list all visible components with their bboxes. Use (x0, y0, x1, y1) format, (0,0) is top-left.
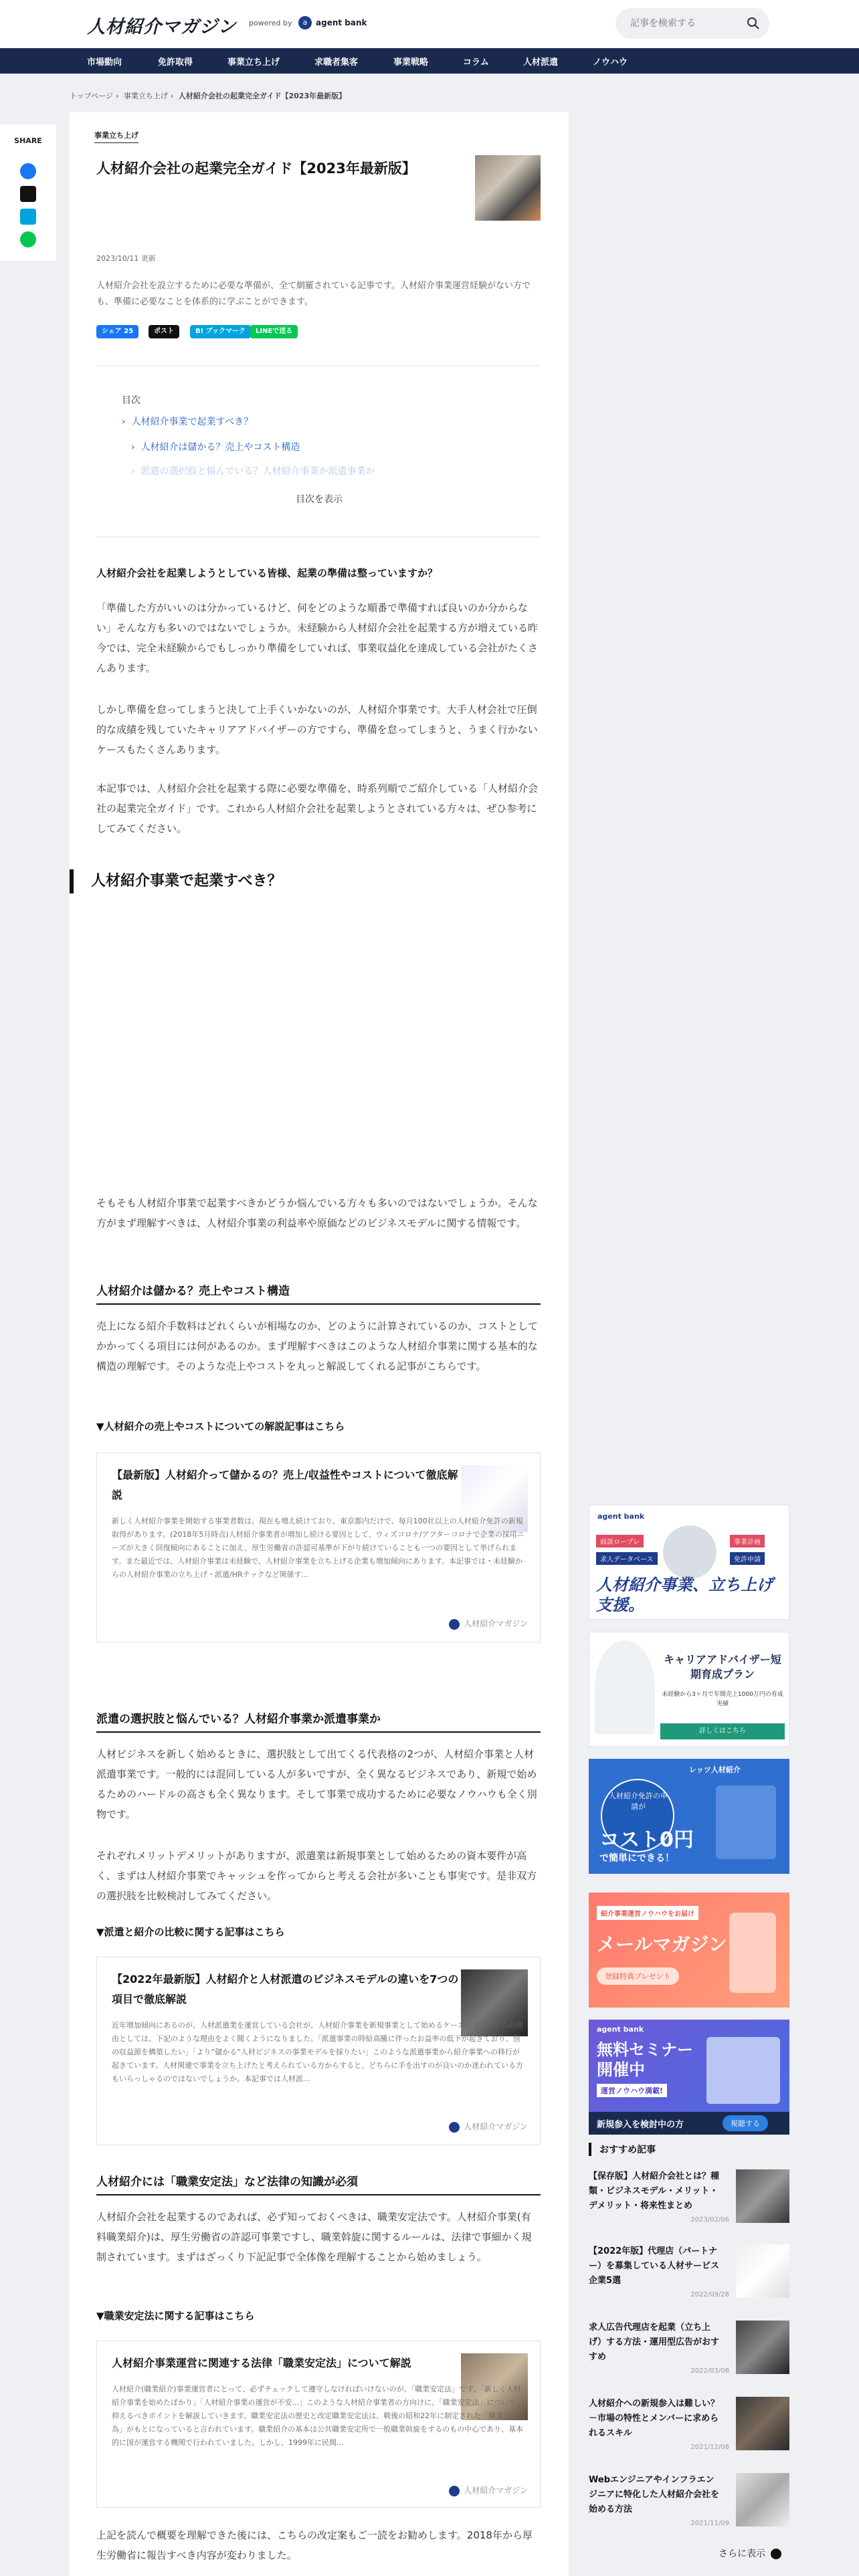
section-paragraph: 人材ビジネスを新しく始めるときに、選択肢として出てくる代表格の2つが、人材紹介事業と人材派遣事業です。一般的には混同している人が多いですが、全く異なるビジネスであり、新規で始めるためのハードルの高さも全く異なります。そして事業で成功するために必要なノウハウも全く別物です。 (96, 1748, 537, 1820)
agent-bank-brand[interactable]: agent bank (316, 18, 367, 27)
card-title[interactable]: 人材紹介事業運営に関連する法律「職業安定法」について解説 (112, 2357, 411, 2369)
intro-paragraph: しかし準備を怠ってしまうと決して上手くいかないのが、人材紹介事業です。大手人材会社で圧倒的な成績を残していたキャリアアドバイザーの方ですら、準備を怠ってしまうと、うまく行かないケースもたくさんあります。 (96, 704, 538, 756)
card-excerpt: 新しく人材紹介事業を開始する事業者数は、現在も増え続けており、東京都内だけで、毎月100社以上の人材紹介免許の新規取得があります。(2018年5月時点)人材紹介事業者が増加し続ける要因として、ウィズコロナ/アフターコロナで企業の採用ニーズが大きく回復傾向にあることに加え、厚生労働省の許認可基準が下がり続けていることも一つの要因として挙げられます。また最近では、人材紹介事業は未経験で、人材紹介事業を立ち上げる企業も増加傾向にあります。本記事では・未経験からの人材紹介事業の立ち上げ・派遣/HRテックなど関係す... (112, 1517, 524, 1579)
toc-top-divider (96, 365, 541, 366)
breadcrumb-category[interactable]: 事業立ち上げ (123, 92, 168, 100)
magazine-icon (449, 2122, 460, 2133)
site-logo[interactable]: 人材紹介マガジン (87, 17, 237, 37)
banner-headline: メールマガジン (597, 1933, 727, 1955)
related-article-card[interactable] (96, 1453, 541, 1642)
breadcrumb: トップページ › 事業立ち上げ › 人材紹介会社の起業完全ガイド【2023年最新版】 (70, 92, 347, 100)
banner-tag: 免許申請 (730, 1552, 765, 1565)
header (0, 0, 859, 48)
illustration (706, 2037, 780, 2104)
illustration (729, 1913, 776, 1993)
facebook-share-button[interactable]: シェア 25 (96, 325, 138, 338)
search-input[interactable] (630, 16, 737, 31)
banner-cta[interactable]: 視聴する (723, 2115, 768, 2131)
recommend-title[interactable]: 【保存版】人材紹介会社とは？種類・ビジネスモデル・メリット・デメリット・将来性まとめ (589, 2171, 720, 2211)
line-icon[interactable] (20, 231, 36, 247)
banner-brand: agent bank (597, 1512, 645, 1521)
line-share-button[interactable]: LINEで送る (250, 325, 298, 338)
subsection-heading: 派遣の選択肢と悩んでいる？人材紹介事業か派遣事業か (96, 1709, 541, 1733)
magazine-icon (449, 1619, 460, 1630)
nav-item-candidate[interactable]: 求職者集客 (314, 58, 359, 68)
hatena-icon[interactable] (20, 209, 36, 225)
banner-mail-magazine[interactable] (589, 1893, 789, 2008)
nav-item-knowhow[interactable]: ノウハウ (593, 58, 628, 68)
toc-item[interactable]: › 人材紹介は儲かる？売上やコスト構造 (131, 442, 300, 453)
breadcrumb-top[interactable]: トップページ (70, 92, 114, 100)
recommend-item[interactable] (589, 2473, 789, 2535)
recommend-item[interactable] (589, 2397, 789, 2458)
recommend-title[interactable]: Webエンジニアやインフラエンジニアに特化した人材紹介会社を始める方法 (589, 2475, 720, 2514)
recommend-title[interactable]: 人材紹介への新規参入は難しい？－市場の特性とメンバーに求められるスキル (589, 2399, 720, 2438)
recommend-thumbnail[interactable] (736, 2321, 789, 2374)
facebook-icon[interactable] (20, 163, 36, 179)
nav-item-dispatch[interactable]: 人材派遣 (523, 58, 559, 68)
article-title: 人材紹介会社の起業完全ガイド【2023年最新版】 (96, 160, 416, 177)
section-paragraph: 売上になる紹介手数料はどれくらいが相場なのか、どのように計算されているのか、コストとしてかかってくる項目には何があるのか。まず理解すべきはこのような人材紹介事業に関する基本的な構造の理解です。そのような売上やコストを丸っと解説してくれる記事がこちらです。 (96, 1320, 539, 1372)
recommend-date: 2023/02/06 (690, 2216, 729, 2224)
x-post-button[interactable]: ポスト (149, 325, 179, 338)
banner-headline: キャリアアドバイザー短期育成プラン (664, 1653, 781, 1681)
banner-tag: 紹介事業運営ノウハウをお届け (597, 1906, 698, 1920)
global-nav (0, 48, 859, 74)
banner-tag: 求人データベース (596, 1552, 658, 1565)
article-category[interactable]: 事業立ち上げ (94, 130, 138, 143)
x-icon[interactable] (20, 186, 36, 202)
banner-brand: agent bank (597, 2025, 644, 2034)
recommend-thumbnail[interactable] (736, 2397, 789, 2450)
section-paragraph: 上記を読んで概要を理解できた後には、こちらの改定案もご一読をお勧めします。2018年から厚生労働省に報告すべき内容が変わりました。 (96, 2529, 533, 2561)
share-title: SHARE (14, 136, 42, 145)
banner-headline: 人材紹介事業、立ち上げ支援。 (596, 1576, 773, 1614)
article-lead: 人材紹介会社を設立するために必要な準備が、全て網羅されている記事です。人材紹介事業運営経験がない方でも、準備に必要なことを体系的に学ぶことができます。 (96, 281, 531, 307)
card-source: 人材紹介マガジン (449, 2121, 528, 2133)
breadcrumb-current: 人材紹介会社の起業完全ガイド【2023年最新版】 (178, 92, 347, 100)
banner-sub: 未経験から3ヶ月で年間売上1000万円の育成実績 (662, 1691, 783, 1707)
person-photo (595, 1640, 655, 1734)
card-excerpt: 人材紹介(職業紹介)事業運営者にとって、必ずチェックして遵守しなければいけないのが、「職業安定法」です。「新しく人材紹介事業を始めたばかり」「人材紹介事業の運営が不安...」このような人材紹介事業者の方向けに、「職業安定法」について、抑えるべきポイントを解説していきます。職業安定法の歴史と改定職業安定法は、戦後の昭和22年に制定された「職業安定行為」がもとになっていると言われています。職業紹介の基本は公共職業安定所で一般職業斡旋をするのもの中心であり、基本的に国が運営する機関で行われていました。しかし、1999年に民間... (112, 2385, 526, 2447)
related-article-card[interactable] (96, 2341, 541, 2508)
arrow-right-icon (771, 2549, 781, 2559)
banner-cta[interactable]: 詳しくはこちら (660, 1723, 785, 1739)
more-link[interactable]: さらに表示 (719, 2547, 781, 2560)
banner-license-zero-cost[interactable] (589, 1759, 789, 1874)
recommend-item[interactable] (589, 2321, 789, 2382)
section-paragraph: そもそも人材紹介事業で起業すべきかどうか悩んでいる方々も多いのではないでしょうか。そんな方がまず理解すべきは、人材紹介事業の利益率や原価などのビジネスモデルに関する情報です。 (96, 1197, 538, 1229)
banner-free-seminar[interactable] (589, 2020, 789, 2135)
recommend-title[interactable]: 求人広告代理店を起業（立ち上げ）する方法・運用型広告がおすすめ (589, 2323, 720, 2362)
banner-launch-support[interactable] (589, 1505, 789, 1620)
banner-tag: 面談ロープレ (596, 1535, 644, 1547)
toc-expand-button[interactable]: 目次を表示 (296, 494, 343, 505)
nav-item-market[interactable]: 市場動向 (87, 58, 122, 68)
banner-tag: 事業計画 (730, 1535, 765, 1547)
recommend-date: 2022/03/08 (690, 2367, 729, 2375)
section-paragraph: 人材紹介会社を起業するのであれば、必ず知っておくべきは、職業安定法です。人材紹介事業(有料職業紹介)は、厚生労働省の許認可事業ですし、職業斡旋に関するルールは、法律で事細かく規制されています。まずはざっくり下記記事で全体像を理解することから始めましょう。 (96, 2211, 532, 2263)
banner-headline: 無料セミナー開催中 (597, 2040, 693, 2079)
related-label: ▼職業安定法に関する記事はこちら (96, 2310, 255, 2322)
banner-advisor-training[interactable] (589, 1632, 789, 1747)
toc-bottom-divider (96, 536, 541, 538)
related-article-card[interactable] (96, 1957, 541, 2145)
section-paragraph: それぞれメリットデメリットがありますが、派遣業は新規事業として始めるための資本要件が高く、まずは人材紹介事業でキャッシュを作ってからと考える会社が多いことも事実です。是非双方の選択肢を比較検討してみてください。 (96, 1850, 537, 1902)
related-label: ▼人材紹介の売上やコストについての解説記事はこちら (96, 1420, 345, 1432)
subsection-heading: 人材紹介には「職業安定法」など法律の知識が必須 (96, 2172, 541, 2195)
person-photo (663, 1525, 717, 1579)
agent-bank-logo-icon: a (298, 16, 312, 29)
toc-item[interactable]: › 人材紹介事業で起業すべき？ (122, 417, 254, 427)
recommend-heading: おすすめ記事 (589, 2143, 789, 2156)
recommend-date: 2021/12/08 (690, 2444, 729, 2451)
powered-by-label: powered by (249, 19, 292, 27)
recommend-thumbnail[interactable] (736, 2244, 789, 2298)
recommend-thumbnail[interactable] (736, 2473, 789, 2527)
nav-item-column[interactable]: コラム (463, 58, 489, 68)
recommend-date: 2022/09/28 (690, 2291, 729, 2298)
card-title[interactable]: 【最新版】人材紹介って儲かるの？売上/収益性やコストについて徹底解説 (112, 1469, 458, 1501)
banner-big: コスト0円 (599, 1828, 694, 1852)
banner-tail: で簡単にできる！ (599, 1853, 674, 1864)
hatena-bookmark-button[interactable]: B! ブックマーク (190, 325, 251, 338)
article-thumbnail (475, 155, 541, 221)
intro-question: 人材紹介会社を起業しようとしている皆様、起業の準備は整っていますか？ (96, 567, 438, 579)
magazine-icon (449, 2486, 460, 2496)
section-heading: 人材紹介事業で起業すべき？ (70, 869, 569, 893)
nav-item-license[interactable]: 免許取得 (158, 58, 193, 68)
related-label: ▼派遣と紹介の比較に関する記事はこちら (96, 1926, 285, 1938)
recommend-title[interactable]: 【2022年版】代理店（パートナー）を募集している人材サービス企業5選 (589, 2246, 720, 2286)
card-excerpt: 近年增加傾向にあるのが、人材派遣業を運営している会社が、人材紹介事業を新規事業として始めるケースです。こちらの理由としては、下記のような理由をよく聞くようになりました。「派遣事業の時給高騰に伴ったお益率の低下が起きており、別の収益源を構築したい」「より”儲かる”人材ビジネスの事業モデルを採りたい」このような派遣事業から紹介事業への移行が起きています。人材関連で事業を立ち上げたと考えられている方からすると、どちらに手を出すのが良いのか迷われている方もいらっしゃるのではないでしょうか。本記事では人材派... (112, 2021, 524, 2083)
card-source: 人材紹介マガジン (449, 1618, 528, 1630)
illustration (716, 1786, 776, 1859)
recommend-item[interactable] (589, 2169, 789, 2231)
card-title[interactable]: 【2022年最新版】人材紹介と人材派遣のビジネスモデルの違いを7つの項目で徹底解説 (112, 1973, 459, 2006)
intro-paragraph: 「準備した方がいいのは分かっているけど、何をどのような順番で準備すれば良いのか分からない」そんな方も多いのではないでしょうか。未経験から人材紹介会社を起業する方が増えている昨今では、完全未経験からでもしっかり準備をしていれば、事業収益化を達成している会社がたくさんあります。 (96, 602, 539, 674)
banner-cta[interactable]: 登録特典プレゼント (597, 1967, 679, 1985)
subsection-heading: 人材紹介は儲かる？売上やコスト構造 (96, 1281, 541, 1305)
article-date: 2023/10/11 更新 (96, 254, 156, 263)
nav-item-launch[interactable]: 事業立ち上げ (227, 58, 280, 68)
banner-sub: 運営ノウハウ満載! (597, 2084, 667, 2097)
banner-foot: 新規参入を検討中の方 (597, 2120, 684, 2130)
toc-title: 目次 (122, 395, 140, 406)
banner-brand: レッツ人材紹介 (689, 1765, 741, 1774)
recommend-item[interactable] (589, 2244, 789, 2306)
share-sidebar (0, 124, 56, 261)
nav-item-strategy[interactable]: 事業戦略 (393, 58, 429, 68)
intro-paragraph: 本記事では、人材紹介会社を起業する際に必要な準備を、時系列順でご紹介している「人材紹介会社の起業完全ガイド」です。これから人材紹介会社を起業しようとされている方々は、ぜひ参考にしてみてください。 (96, 782, 539, 835)
search-box (615, 8, 769, 39)
card-source: 人材紹介マガジン (449, 2484, 528, 2496)
recommend-thumbnail[interactable] (736, 2169, 789, 2223)
banner-headline: 人材紹介免許の申請が (609, 1792, 668, 1811)
search-icon[interactable] (747, 17, 760, 30)
recommend-date: 2021/11/09 (690, 2520, 729, 2527)
toc-item[interactable]: › 派遣の選択肢と悩んでいる？人材紹介事業か派遣事業か (131, 466, 375, 477)
